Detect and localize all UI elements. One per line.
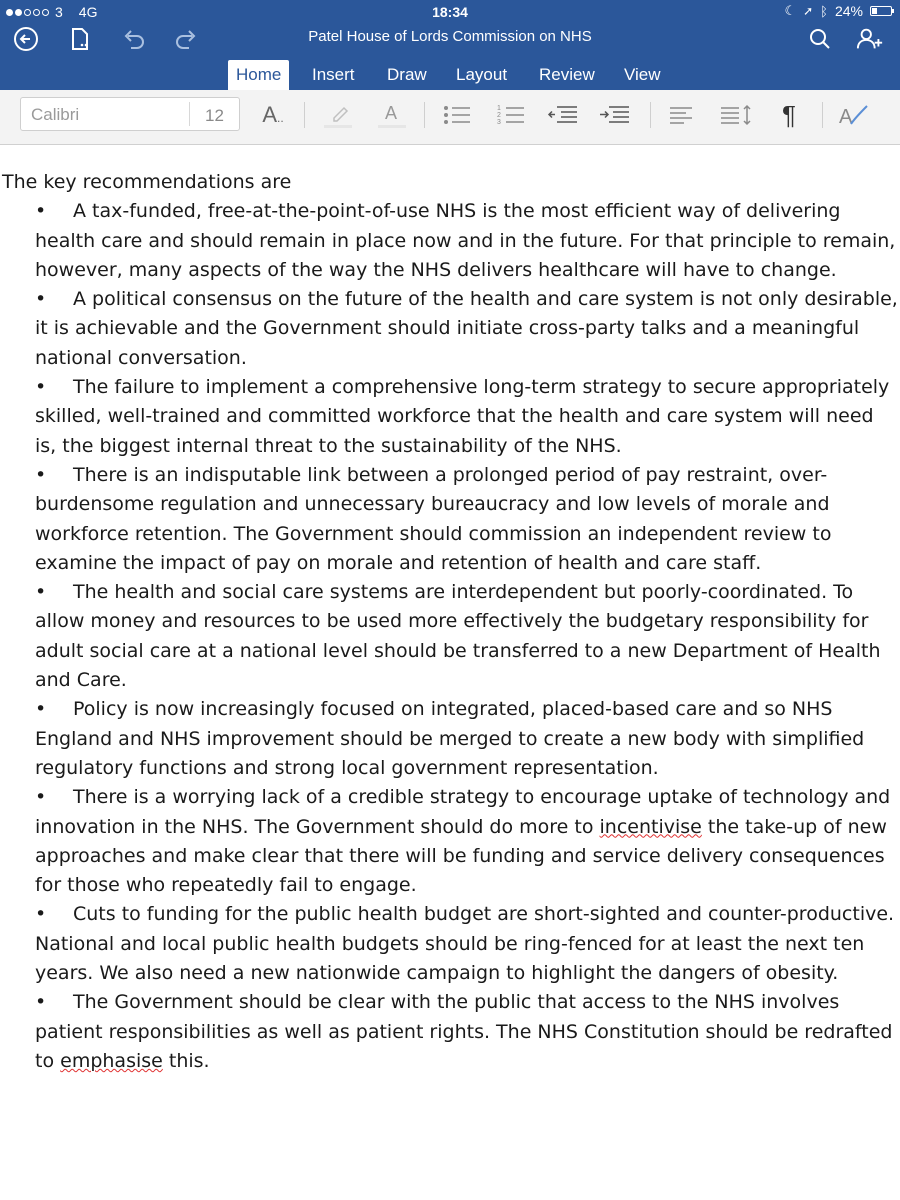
toolbar-divider — [822, 102, 823, 128]
bullet-marker: • — [35, 991, 47, 1014]
svg-text:3: 3 — [497, 119, 501, 126]
add-person-icon — [856, 27, 884, 51]
bullet-marker: • — [35, 581, 47, 604]
tab-layout[interactable]: Layout — [456, 65, 508, 84]
ribbon-tabs — [0, 58, 900, 90]
increase-indent-icon — [599, 103, 631, 127]
styles-icon — [837, 102, 871, 128]
list-item-text: A tax-funded, free-at-the-point-of-use NHS is the most efficient way of delivering health care and should remain in place now and in the future. For that principle to remain, however, many aspects of the way the NHS delivers healthcare will have to change. — [35, 200, 896, 281]
tab-insert[interactable]: Insert — [312, 65, 355, 84]
align-left-icon — [668, 103, 694, 127]
font-name-field[interactable]: Calibri — [31, 105, 80, 124]
line-spacing-button[interactable] — [718, 100, 754, 130]
bullet-marker: • — [35, 903, 47, 926]
document-title: Patel House of Lords Commission on NHS — [308, 28, 592, 45]
list-item-text: Policy is now increasingly focused on integrated, placed-based care and so NHS England and NHS improvement should be merged to create a new body with simplified regulatory functions and strong local government representation. — [35, 698, 865, 779]
highlighter-icon — [322, 100, 354, 130]
document-body[interactable] — [0, 168, 900, 1076]
numbering-button[interactable] — [494, 100, 528, 130]
line-spacing-icon — [719, 103, 753, 127]
svg-text:1: 1 — [497, 105, 501, 112]
font-color-button[interactable] — [374, 100, 410, 130]
list-item-text: There is an indisputable link between a prolonged period of pay restraint, over-burdensome regulation and unnecessary bureaucracy and low levels of morale and workforce retention. The Government should commission an independent review to examine the impact of pay on morale and retention of health and care staff. — [35, 463, 832, 574]
text-run: The Government should be clear with the public that access to the NHS involves patient responsibilities as well as patient rights. The NHS Constitution should be redrafted to — [35, 991, 893, 1072]
location-arrow-icon: ➚ — [803, 4, 814, 18]
font-picker[interactable] — [20, 97, 240, 131]
svg-text:A: A — [839, 106, 853, 128]
text-run: this. — [162, 1049, 210, 1072]
tab-draw[interactable]: Draw — [387, 65, 427, 84]
list-item — [0, 578, 900, 695]
intro-paragraph: The key recommendations are — [2, 171, 292, 193]
numbered-list-icon — [496, 103, 526, 127]
increase-indent-button[interactable] — [598, 100, 632, 130]
title-row — [0, 24, 900, 54]
font-color-icon — [376, 100, 408, 130]
list-item-text — [35, 988, 900, 1076]
bullet-marker: • — [35, 786, 47, 809]
svg-text:2: 2 — [497, 112, 501, 119]
tab-home[interactable]: Home — [228, 60, 289, 90]
highlight-button[interactable] — [320, 100, 356, 130]
bullet-marker: • — [35, 698, 47, 721]
tab-view[interactable]: View — [624, 65, 661, 84]
bullet-marker: • — [35, 200, 47, 223]
list-item-text: The health and social care systems are interdependent but poorly-coordinated. To allow money and resources to be used more effectively the budgetary responsibility for adult social care at a national level should be transferred to a new Department of Health and Care. — [35, 581, 881, 692]
svg-text:A: A — [385, 103, 398, 123]
list-item — [0, 783, 900, 900]
styles-button[interactable] — [836, 100, 872, 130]
bullet-marker: • — [35, 463, 47, 486]
formatting-toolbar — [0, 90, 900, 145]
search-icon — [808, 27, 832, 51]
show-formatting-button[interactable] — [774, 100, 804, 130]
network-label: 4G — [78, 4, 98, 20]
text-run: There is a worrying lack of a credible strategy to encourage uptake of technology and innovation in the NHS. The Government should do more to — [35, 786, 891, 838]
spelling-flagged-word[interactable]: emphasise — [60, 1049, 163, 1072]
bullet-marker: • — [35, 376, 47, 399]
font-formatting-button[interactable] — [256, 100, 290, 130]
list-item — [0, 285, 900, 373]
font-size-field[interactable]: 12 — [205, 106, 224, 125]
font-picker-divider — [189, 102, 190, 126]
app-header — [0, 0, 900, 90]
recommendations-list — [0, 197, 900, 1076]
toolbar-divider — [650, 102, 651, 128]
pilcrow-icon: ¶ — [782, 99, 796, 130]
bluetooth-icon: ᛒ — [820, 3, 828, 19]
bullets-button[interactable] — [440, 100, 474, 130]
search-button[interactable] — [806, 26, 834, 52]
align-left-button[interactable] — [666, 100, 696, 130]
clock: 18:34 — [432, 4, 468, 20]
list-item-text: A political consensus on the future of the health and care system is not only desirable, it is achievable and the Government should initiate cross-party talks and a meaningful national conversation. — [35, 288, 898, 369]
list-item — [0, 461, 900, 578]
decrease-indent-button[interactable] — [546, 100, 580, 130]
list-item — [0, 988, 900, 1076]
bulleted-list-icon — [442, 103, 472, 127]
font-format-icon: A.. — [262, 102, 284, 127]
toolbar-divider — [304, 102, 305, 128]
spelling-flagged-word[interactable]: incentivise — [599, 815, 702, 838]
status-bar — [0, 0, 900, 24]
tab-review[interactable]: Review — [539, 65, 595, 84]
list-item-text: Cuts to funding for the public health budget are short-sighted and counter-productive. National and local public health budgets should be ring-fenced for at least the next ten years. We also need a new nationwide campaign to highlight the dangers of obesity. — [35, 903, 895, 985]
decrease-indent-icon — [547, 103, 579, 127]
bullet-marker: • — [35, 288, 47, 311]
battery-icon — [870, 6, 892, 16]
share-button[interactable] — [856, 26, 884, 52]
list-item — [0, 197, 900, 285]
toolbar-divider — [424, 102, 425, 128]
list-item — [0, 695, 900, 783]
list-item — [0, 900, 900, 988]
battery-percent: 24% — [834, 3, 863, 19]
list-item — [0, 373, 900, 461]
moon-icon: ☾ — [784, 3, 797, 18]
carrier-label: 3 — [55, 4, 63, 20]
list-item-text: The failure to implement a comprehensive long-term strategy to secure appropriately skilled, well-trained and committed workforce that the health and care system will need is, the biggest internal threat to the sustainability of the NHS. — [35, 376, 890, 457]
text-run: the take-up of new approaches and make clear that there will be funding and service delivery consequences for those who repeatedly fail to engage. — [35, 815, 887, 897]
list-item-text — [35, 783, 900, 900]
